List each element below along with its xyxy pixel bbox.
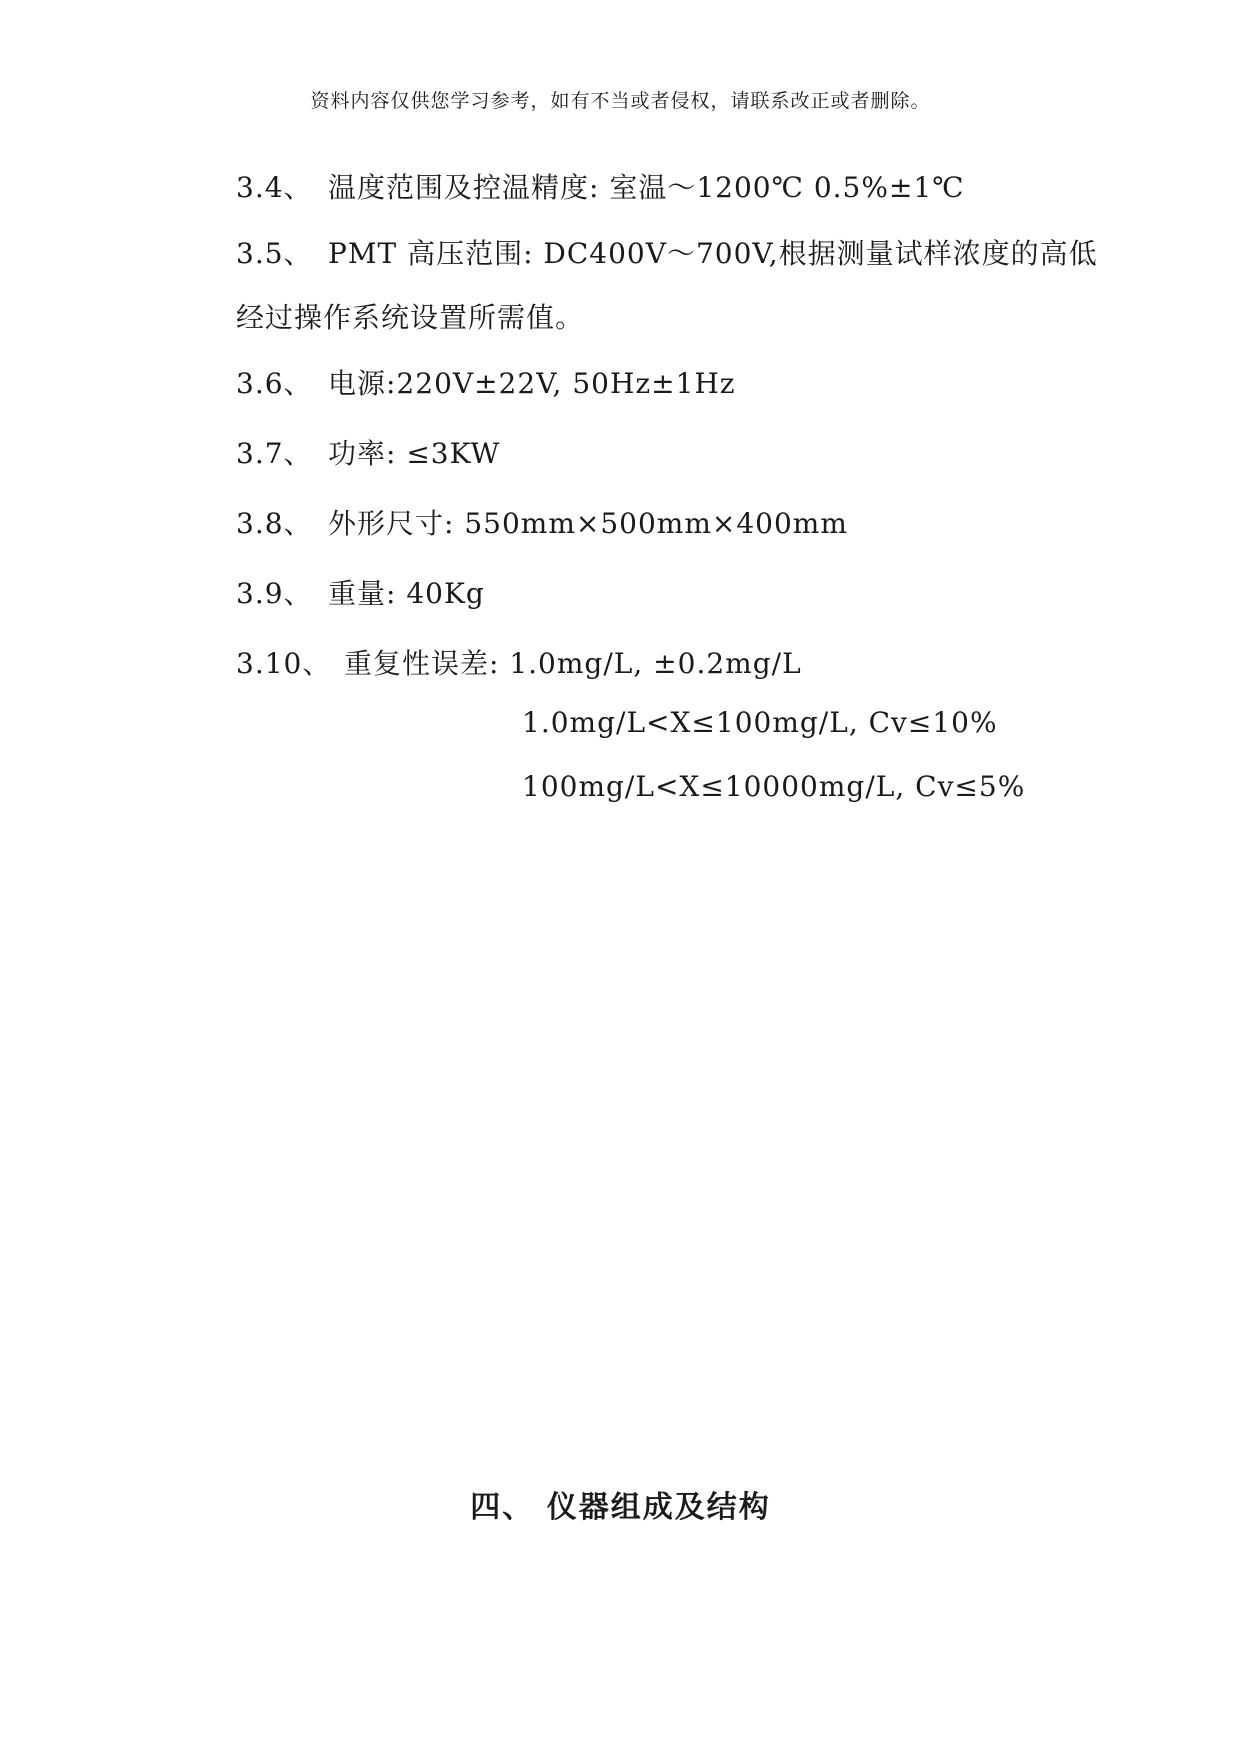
spec-item-dimensions <box>236 502 848 542</box>
spec-item-repeatability <box>236 642 802 682</box>
spec-number: 3.6、 <box>236 367 313 400</box>
spec-text: 电源:220V±22V, 50Hz±1Hz <box>328 367 736 400</box>
spec-item-pmt <box>236 232 1098 272</box>
spec-number: 3.8、 <box>236 507 313 540</box>
spec-item-weight <box>236 572 485 612</box>
spec-text: 重复性误差: 1.0mg/L, ±0.2mg/L <box>344 647 802 680</box>
spec-text: PMT 高压范围: DC400V～700V,根据测量试样浓度的高低 <box>328 237 1098 270</box>
spec-text: 外形尺寸: 550mm×500mm×400mm <box>328 507 848 540</box>
spec-repeatability-range-mid: 1.0mg/L<X≤100mg/L, Cv≤10% <box>522 706 998 739</box>
spec-number: 3.9、 <box>236 577 313 610</box>
spec-item-power-supply <box>236 362 736 402</box>
spec-number: 3.7、 <box>236 437 313 470</box>
spec-number: 3.10、 <box>236 647 332 680</box>
spec-item-wattage <box>236 432 500 472</box>
spec-text: 功率: ≤3KW <box>328 437 501 470</box>
page-header-note: 资料内容仅供您学习参考，如有不当或者侵权，请联系改正或者删除。 <box>310 90 931 112</box>
spec-item-temperature <box>236 166 965 206</box>
spec-repeatability-range-high: 100mg/L<X≤10000mg/L, Cv≤5% <box>522 770 1026 803</box>
spec-item-pmt-continuation: 经过操作系统设置所需值。 <box>236 301 585 334</box>
spec-text: 重量: 40Kg <box>328 577 485 610</box>
section-heading: 四、 仪器组成及结构 <box>470 1490 771 1525</box>
spec-number: 3.5、 <box>236 237 313 270</box>
spec-number: 3.4、 <box>236 171 313 204</box>
spec-text: 温度范围及控温精度: 室温～1200℃ 0.5%±1℃ <box>328 171 965 204</box>
